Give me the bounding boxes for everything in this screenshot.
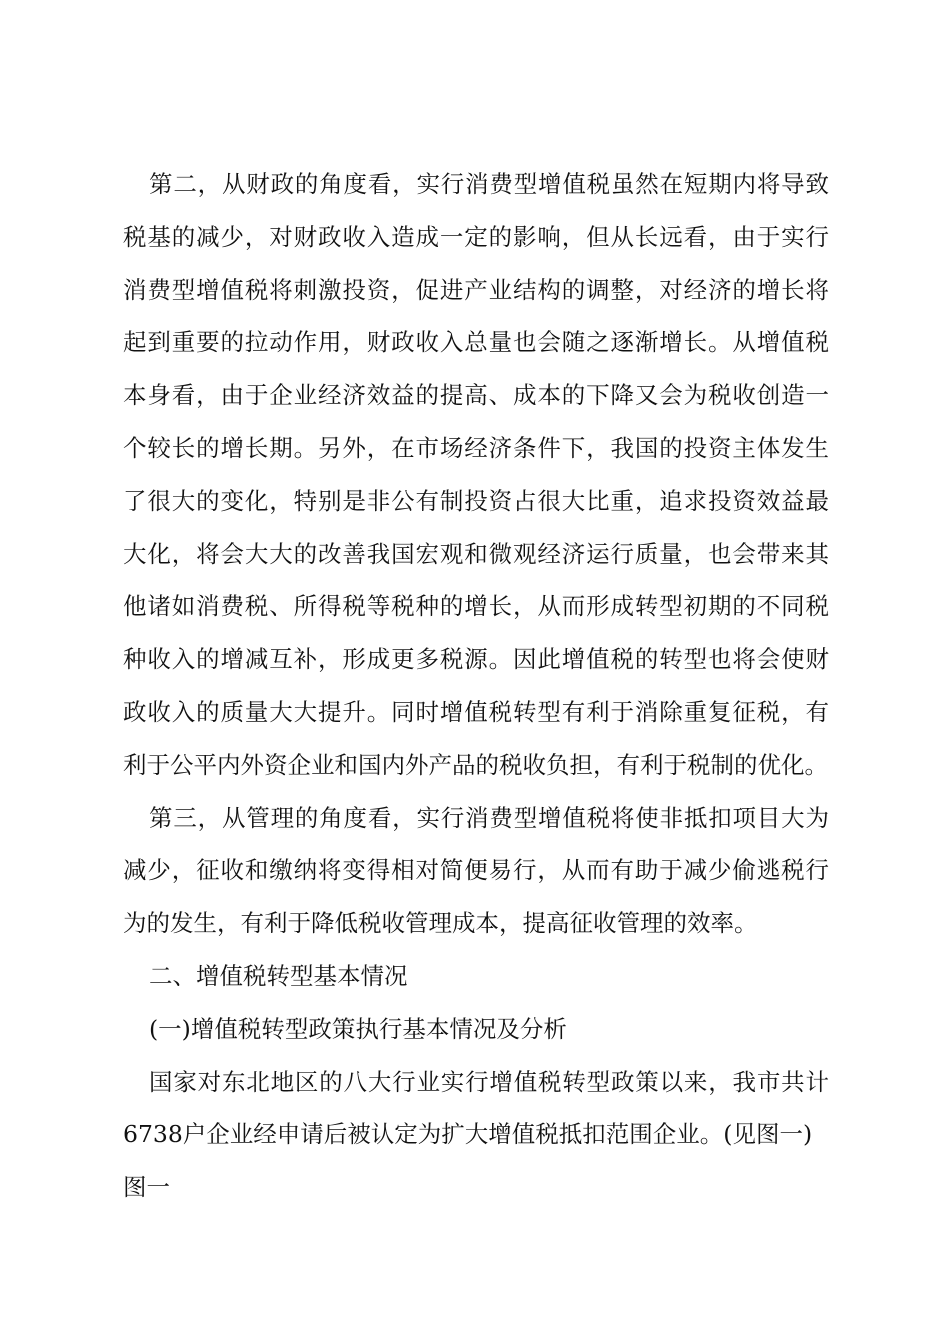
text-line: 了很大的变化，特别是非公有制投资占很大比重，追求投资效益最: [123, 486, 829, 515]
paragraph: [123, 158, 829, 792]
paragraph: [123, 1056, 829, 1162]
text-line: 消费型增值税将刺激投资，促进产业结构的调整，对经济的增长将: [123, 275, 829, 304]
text-line: 第二，从财政的角度看，实行消费型增值税虽然在短期内将导致: [149, 170, 829, 198]
section-heading: [123, 1003, 829, 1056]
text-line: 他诸如消费税、所得税等税种的增长，从而形成转型初期的不同税: [123, 592, 829, 621]
text-line: 个较长的增长期。另外，在市场经济条件下，我国的投资主体发生: [123, 433, 829, 462]
text-line: 减少，征收和缴纳将变得相对简便易行，从而有助于减少偷逃税行: [123, 856, 829, 885]
text-line: 二、增值税转型基本情况: [149, 961, 408, 990]
text-line: 大化，将会大大的改善我国宏观和微观经济运行质量，也会带来其: [123, 539, 829, 568]
text-line: 种收入的增减互补，形成更多税源。因此增值税的转型也将会使财: [123, 645, 829, 674]
paragraph: [123, 792, 829, 950]
section-heading: [123, 950, 829, 1003]
text-line: 税基的减少，对财政收入造成一定的影响，但从长远看，由于实行: [123, 222, 829, 251]
document-page: [123, 158, 829, 1214]
text-line: 为的发生，有利于降低税收管理成本，提高征收管理的效率。: [123, 909, 758, 938]
text-line: (一)增值税转型政策执行基本情况及分析: [149, 1014, 567, 1043]
text-line: 起到重要的拉动作用，财政收入总量也会随之逐渐增长。从增值税: [123, 328, 829, 357]
text-line: 国家对东北地区的八大行业实行增值税转型政策以来，我市共计: [149, 1067, 829, 1096]
text-line: 政收入的质量大大提升。同时增值税转型有利于消除重复征税，有: [123, 697, 829, 726]
text-line: 本身看，由于企业经济效益的提高、成本的下降又会为税收创造一: [123, 381, 829, 410]
text-line: 图一: [123, 1173, 170, 1202]
text-line: 第三，从管理的角度看，实行消费型增值税将使非抵扣项目大为: [149, 803, 829, 832]
text-line: 6738户企业经申请后被认定为扩大增值税抵扣范围企业。(见图一): [123, 1120, 813, 1149]
text-line: 利于公平内外资企业和国内外产品的税收负担，有利于税制的优化。: [123, 750, 828, 779]
figure-caption: [123, 1161, 829, 1214]
